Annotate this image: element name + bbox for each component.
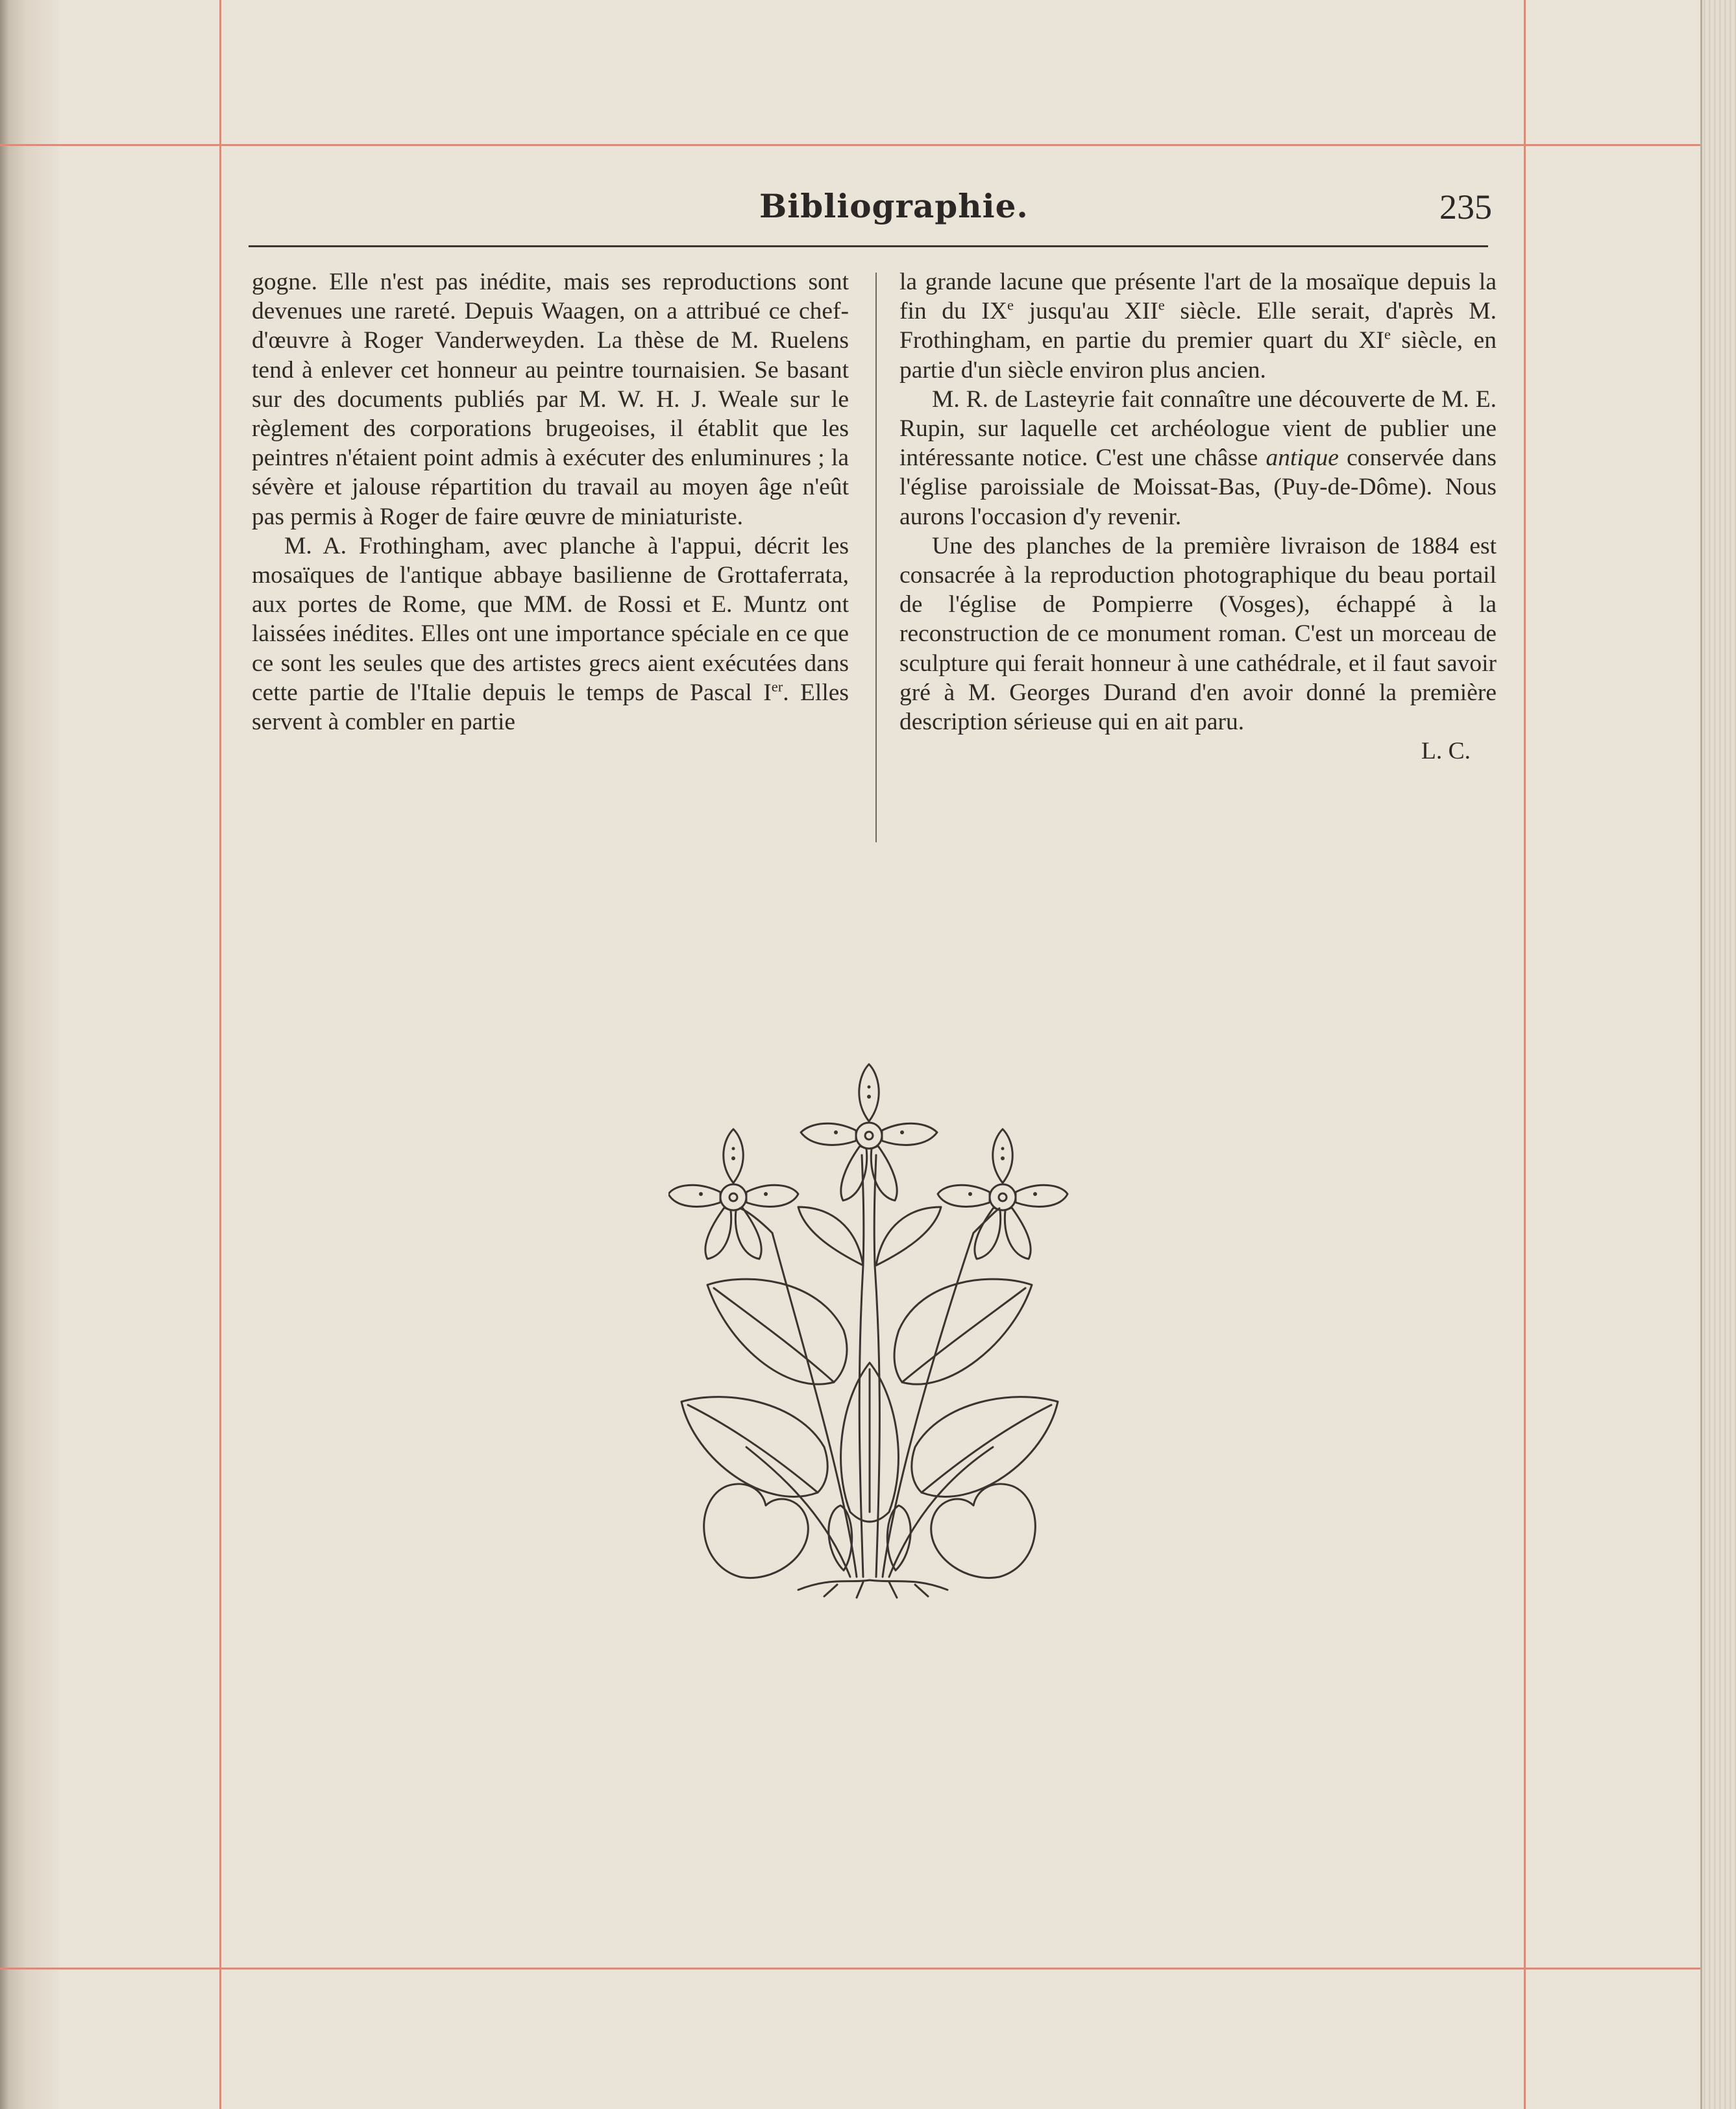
signature: L. C. — [1421, 738, 1471, 765]
left-paragraph-1: gogne. Elle n'est pas inédite, mais ses reproductions sont devenues une rareté. Depuis Waagen, on a attribué ce chef-d'œuvre à Roger Vanderweyden. La thèse de M. Ruelens tend à enlever cet honneur au peintre tournaisien. Se basant sur des documents publiés par M. W. H. J. Weale sur le règlement des corporations brugeoises, il établit que les peintres n'étaient point admis à exécuter des enluminures ; la sévère et jalouse répartition du travail au moyen âge n'eût pas permis à Roger de faire œuvre de miniaturiste. — [252, 269, 849, 530]
floral-ornament-icon — [668, 1058, 1084, 1635]
right-paragraph-2: M. R. de Lasteyrie fait connaître une découverte de M. E. Rupin, sur laquelle cet archéologue vient de publier une intéressante notice. C'est une châsse antique conservée dans l'église paroissiale de Moissat-Bas, (Puy-de-Dôme). Nous aurons l'occasion d'y revenir. — [899, 385, 1497, 530]
right-paragraph-1: la grande lacune que présente l'art de la mosaïque depuis la fin du IXe jusqu'au XIIe siècle. Elle serait, d'après M. Frothingham, en partie du premier quart du XIe siècle, en partie d'un siècle environ plus ancien. — [899, 269, 1497, 384]
frame-line-left — [219, 0, 221, 2109]
right-paragraph-3: Une des planches de la première livraison de 1884 est consacrée à la reproduction photographique du beau portail de l'église de Pompierre (Vosges), échappé à la reconstruction de ce monument roman. C'est un morceau de sculpture qui ferait honneur à une cathédrale, et il faut savoir gré à M. Georges Durand d'en avoir donné la première description sérieuse qui en ait paru. — [899, 532, 1497, 736]
header-rule — [249, 245, 1488, 247]
book-binding-shadow — [0, 0, 58, 2109]
left-paragraph-2: M. A. Frothingham, avec planche à l'appui, décrit les mosaïques de l'antique abbaye basilienne de Grottaferrata, aux portes de Rome, que MM. de Rossi et E. Muntz ont laissées inédites. Elles ont une importance spéciale en ce que ce sont les seules que des artistes grecs aient exécutées dans cette partie de l'Italie depuis le temps de Pascal Ier. Elles servent à combler en partie — [252, 532, 849, 736]
page-number: 235 — [1439, 188, 1492, 226]
frame-line-top — [0, 144, 1700, 146]
page-edges — [1700, 0, 1736, 2109]
left-column — [252, 267, 849, 737]
column-divider — [875, 273, 877, 842]
right-column — [899, 267, 1497, 766]
frame-line-right — [1524, 0, 1526, 2109]
frame-line-bottom — [0, 1968, 1700, 1969]
running-head-title: Bibliographie. — [759, 187, 1029, 225]
